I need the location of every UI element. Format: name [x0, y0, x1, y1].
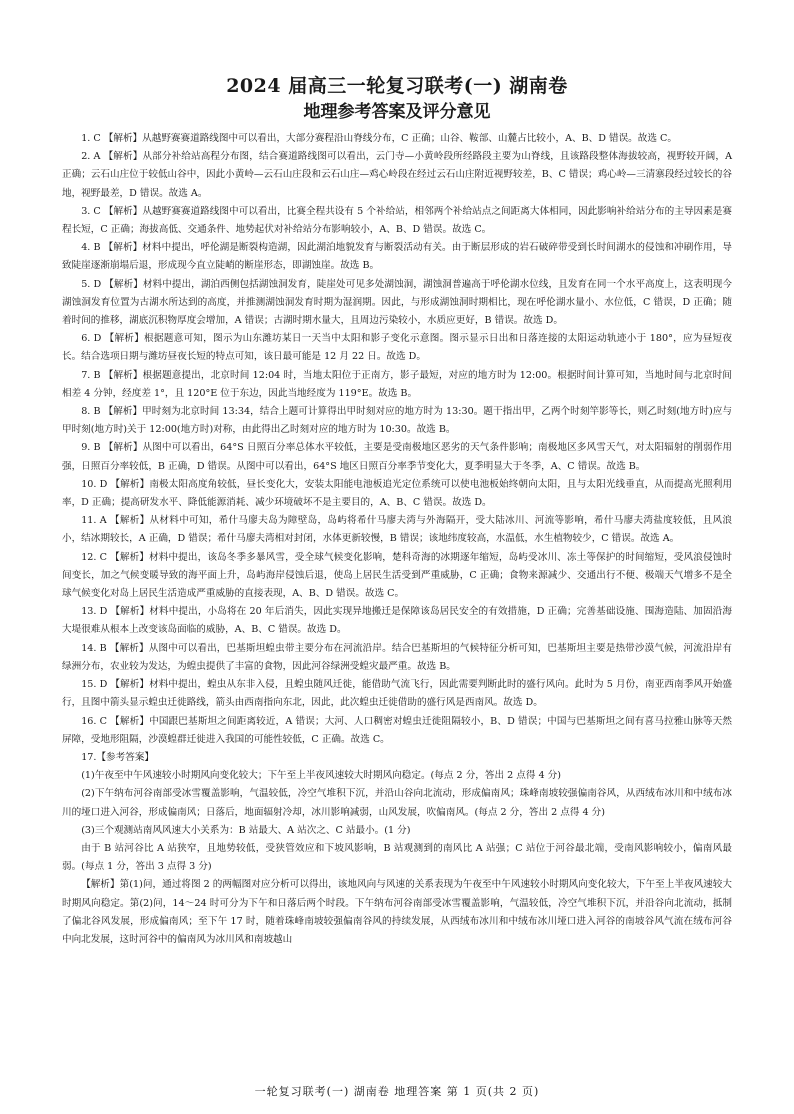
answer-17-part-1: (1)午夜至中午风速较小时期风向变化较大；下午至上半夜风速较大时期风向稳定。(每点 2 分，答出 2 点得 4 分) [81, 770, 561, 782]
answer-paragraph-2: 2. A 【解析】从部分补给站高程分布图，结合赛道路线图可以看出，云门寺—小黄岭段所经路段主要为山脊线，且该路段整体海拔较高，视野较开阔，A 正确；云石山庄位于较低山谷中，因此小黄岭—云石山庄段和云石山庄—鸡心岭段在经过云石山庄附近视野较差，B、C 错误；鸡心岭—三清寨段经过较长的谷地，视野最差，D 错误。故选 A。 [62, 151, 732, 199]
answer-paragraph-16: 16. C 【解析】中国跟巴基斯坦之间距离较近，A 错误；大河、人口稠密对蝗虫迁徙阻隔较小，B、D 错误；中国与巴基斯坦之间有喜马拉雅山脉等天然屏障，受地形阻隔，沙漠蝗群迁徙进入我国的可能性较低，C 正确。故选 C。 [62, 715, 732, 745]
answer-paragraph-11: 11. A 【解析】从材料中可知，希什马廖夫岛为障壁岛，岛屿将希什马廖夫湾与外海隔开，受大陆冰川、河流等影响，希什马廖夫湾盐度较低，且风浪小，结冰期较长，A 正确，D 错误；希什马廖夫湾相对封闭，水体更新较慢，B 错误；该地纬度较高，水温低，水生植物较少，C 错误。故选 A。 [62, 515, 732, 545]
answer-paragraph-12: 12. C 【解析】材料中提出，该岛冬季多暴风雪，受全球气候变化影响，楚科奇海的冰期逐年缩短，岛屿受冰川、冻土等保护的时间缩短，受风浪侵蚀时间变长，加之气候变暖导致的海平面上升，岛屿海岸侵蚀后退，使岛上居民生活受到严重威胁，C 正确；食物来源减少、交通出行不便、极端天气增多不是全球气候变化对岛上居民生活造成严重威胁的直接表现，A、B、D 错误。故选 C。 [62, 551, 732, 600]
answer-paragraph-5: 5. D 【解析】材料中提出，湖泊西侧包括湖蚀洞发育，陡崖处可见多处湖蚀洞，湖蚀洞普遍高于呼伦湖水位线，且发育在同一个水平高度上，这表明现今湖蚀洞发育位置为古湖水所达到的高度，并推测湖蚀洞发育时期为湿润期。因此，与形成湖蚀洞时期相比，现在呼伦湖水量小、水位低，C 错误，D 正确；随着时间的推移，湖底沉积物厚度会增加，A 错误；古湖时期水量大，且周边污染较小，水质应更好，B 错误。故选 D。 [62, 278, 732, 327]
answer-paragraph-9: 9. B 【解析】从图中可以看出，64°S 日照百分率总体水平较低，主要是受南极地区恶劣的天气条件影响；南极地区多风雪天气，对太阳辐射的削弱作用强，日照百分率较低，B 正确，D 错误。从图中可以看出，64°S 地区日照百分率季节变化大，夏季明显大于冬季，A、C 错误。故选 B。 [62, 442, 732, 472]
answer-17-part-3: (3)三个观测站南风风速大小关系为：B 站最大、A 站次之、C 站最小。(1 分) [81, 824, 411, 836]
answer-17-part-2: (2)下午纳布河谷南部受冰雪覆盖影响，气温较低，冷空气堆积下沉，并沿山谷向北流动，形成偏南风；珠峰南坡较强偏南谷风，从西绒布冰川和中绒布冰川的垭口进入河谷，形成偏南风；日落后，地面辐射冷却，冰川影响减弱，山风发展，吹偏南风。(每点 2 分，答出 2 点得 4 分) [62, 788, 732, 818]
answer-paragraph-3: 3. C 【解析】从越野赛赛道路线图中可以看出，比赛全程共设有 5 个补给站，相邻两个补给站点之间距离大体相同，因此影响补给站分布的主导因素是赛程长短，C 正确；海拔高低、交通条件、地势起伏对补给站分布影响较小，A、B、D 错误。故选 C。 [62, 205, 732, 236]
answer-paragraph-7: 7. B 【解析】根据题意提出，北京时间 12:04 时，当地太阳位于正南方，影子最短，对应的地方时为 12:00。根据时间计算可知，当地时间与北京时间相差 4 分钟，经度差 1°，且 120°E 位于东边，因此当地经度为 119°E。故选 B。 [62, 369, 732, 399]
answer-17-part-3-reason: 由于 B 站河谷比 A 站狭窄，且地势较低，受狭管效应和下坡风影响，B 站观测到的南风比 A 站强；C 站位于河谷最北端，受南风影响较小，偏南风最弱。(每点 1 分，答出 3 点得 3 分) [62, 842, 732, 873]
answer-paragraph-1: 1. C 【解析】从越野赛赛道路线图中可以看出，大部分赛程沿山脊线分布，C 正确；山谷、鞍部、山麓占比较小，A、B、D 错误。故选 C。 [81, 133, 677, 144]
answer-paragraph-8: 8. B 【解析】甲时刻为北京时间 13:34，结合上题可计算得出甲时刻对应的地方时为 13:30。题干指出甲，乙两个时刻竿影等长，则乙时刻(地方时)应与甲时刻(地方时)关于 12:00(地方时)对称，由此得出乙时刻对应的地方时为 10:30。故选 B。 [62, 406, 732, 436]
document-title: 2024 届高三一轮复习联考(一) 湖南卷 [226, 75, 568, 97]
answer-paragraph-15: 15. D 【解析】材料中提出，蝗虫从东非入侵，且蝗虫随风迁徙，能借助气流飞行，因此需要判断此时的盛行风向。此时为 5 月份，南亚西南季风开始盛行，且图中箭头显示蝗虫迁徙路线，箭头由西南指向东北，因此，此次蝗虫迁徙借助的盛行风是西南风。故选 D。 [62, 679, 732, 709]
answer-content [62, 130, 732, 949]
answer-paragraph-13: 13. D 【解析】材料中提出，小岛将在 20 年后消失，因此实现异地搬迁是保障该岛居民安全的有效措施，D 正确；完善基础设施、围海造陆、加固沿海大堤很难从根本上改变该岛面临的威胁，A、B、C 错误。故选 D。 [62, 606, 732, 636]
page-footer: 一轮复习联考(一) 湖南卷 地理答案 第 1 页(共 2 页) [254, 1085, 540, 1098]
answer-17-explanation: 【解析】第(1)问，通过将图 2 的两幅图对应分析可以得出，该地风向与风速的关系表现为午夜至中午风速较小时期风向变化较大，下午至上半夜风速较大时期风向稳定。第(2)问，14～24 时可分为下午和日落后两个时段。下午纳布河谷南部受冰雪覆盖影响，气温较低，冷空气堆积下沉，并沿谷向北流动，抵制了偏北谷风发展，形成偏南风；至下午 17 时，随着珠峰南坡较强偏南谷风的持续发展，从西绒布冰川和中绒布冰川垭口进入河谷的南坡谷风气流在绒布河谷中向北发展，这时河谷中的偏南风为冰川风和南坡越山 [62, 879, 732, 945]
answer-paragraph-6: 6. D 【解析】根据题意可知，图示为山东潍坊某日一天当中太阳和影子变化示意图。图示显示日出和日落连接的太阳运动轨迹小于 180°，应为昼短夜长。结合选项日期与潍坊昼夜长短的特点可知，该日最可能是 12 月 22 日。故选 D。 [62, 333, 732, 363]
answer-paragraph-4: 4. B 【解析】材料中提出，呼伦湖是断裂构造湖，因此湖泊地貌发育与断裂活动有关。由于断层形成的岩石破碎带受到长时间湖水的侵蚀和冲刷作用，导致陡崖逐渐崩塌后退，形成现今直立陡峭的断崖形态，即湖蚀崖。故选 B。 [62, 242, 732, 272]
answer-17-heading: 17.【参考答案】 [81, 751, 155, 763]
answer-paragraph-14: 14. B 【解析】从图中可以看出，巴基斯坦蝗虫带主要分布在河流沿岸。结合巴基斯坦的气候特征分析可知，巴基斯坦主要是热带沙漠气候，河流沿岸有绿洲分布，农业较为发达，为蝗虫提供了丰富的食物，因此河谷绿洲受蝗灾最严重。故选 B。 [62, 642, 732, 672]
document-subtitle: 地理参考答案及评分意见 [303, 102, 491, 122]
answer-paragraph-10: 10. D 【解析】南极太阳高度角较低，昼长变化大，安装太阳能电池板追光定位系统可以使电池板始终朝向太阳，且与太阳光线垂直，从而提高光照利用率，D 正确；提高研发水平、降低能源消耗、减少环境破坏不是主要目的，A、B、C 错误。故选 D。 [62, 478, 732, 509]
